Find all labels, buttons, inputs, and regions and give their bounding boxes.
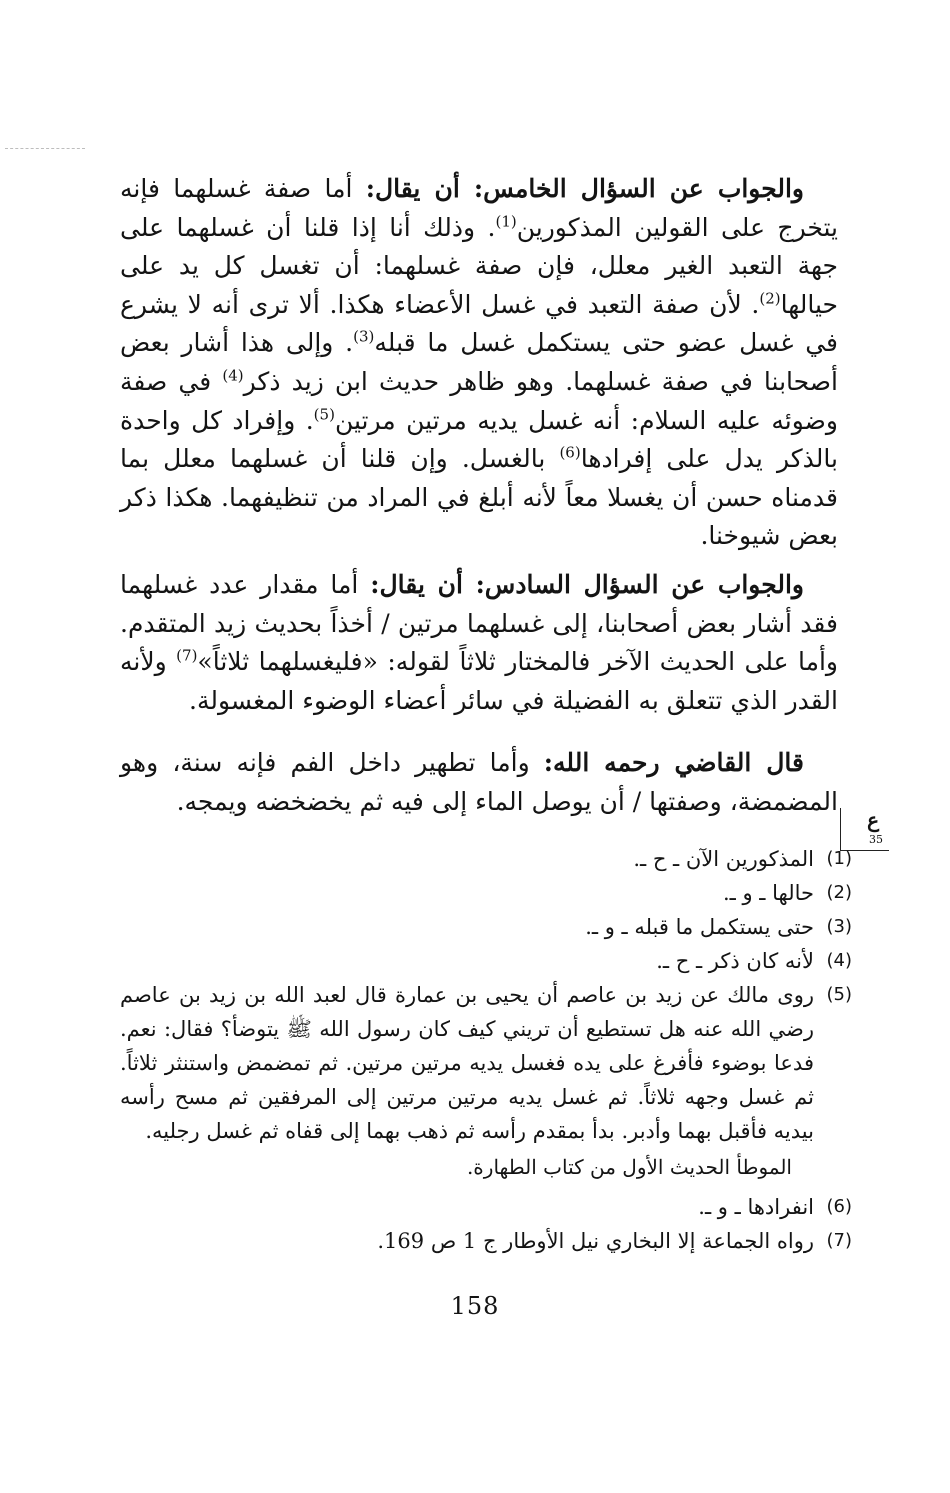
scan-artifact-dash — [5, 148, 85, 149]
paragraph-lead: والجواب عن السؤال السادس: أن يقال: — [370, 570, 805, 599]
footnote-item — [120, 1190, 852, 1224]
footnote-text: انفرادها ـ و ـ. — [698, 1195, 814, 1219]
text-run: في صفة وضوئه عليه السلام: أنه غسل يديه مرتين مرتين — [120, 366, 838, 435]
footnote-item — [120, 978, 852, 1148]
footnote-number: (3) — [826, 916, 852, 937]
footnote-number: (6) — [826, 1196, 852, 1217]
paragraph-text — [120, 170, 838, 556]
text-run: . لأن صفة التعبد في غسل الأعضاء هكذا. ألا ترى أنه لا يشرع في غسل عضو حتى يستكمل غسل ما قبله — [120, 289, 838, 358]
footnote-text: لأنه كان ذكر ـ ح ـ. — [656, 949, 814, 973]
paragraph-lead: والجواب عن السؤال الخامس: أن يقال: — [365, 174, 804, 203]
footnote-source: الموطأ الحديث الأول من كتاب الطهارة. — [466, 1155, 792, 1179]
text-run: . وإفراد كل واحدة بالذكر يدل على إفرادها — [120, 405, 838, 474]
paragraph-text — [120, 744, 838, 821]
text-run: ولأنه القدر الذي تتعلق به الفضيلة في سائر أعضاء الوضوء المغسولة. — [120, 647, 838, 715]
paragraph-answer-sixth-question — [120, 566, 838, 720]
footnote-item — [120, 910, 852, 944]
footnote-text: حتى يستكمل ما قبله ـ و ـ. — [585, 915, 814, 939]
footnote-text: روى مالك عن زيد بن عاصم أن يحيى بن عمارة قال لعبد الله بن زيد بن عاصم رضي الله عنه هل تستطيع أن تريني كيف كان رسول الله ﷺ يتوضأ؟ فقال: نعم. فدعا بوضوء فأفرغ على يده فغسل يديه مرتين مرتين. ثم تمضمض واستنثر ثلاثاً. ثم غسل وجهه ثلاثاً. ثم غسل يديه مرتين مرتين إلى المرفقين ثم مسح رأسه بيديه فأقبل بهما وأدبر. بدأ بمقدم رأسه ثم ذهب بهما إلى قفاه ثم غسل رجليه. — [120, 983, 814, 1143]
text-run: أما مقدار عدد غسلهما فقد أشار بعض أصحابنا، إلى غسلهما مرتين / أخذاً بحديث زيد المتقدم. وأما على الحديث الآخر فالمختار ثلاثاً لقوله: «فليغسلهما ثلاثاً» — [120, 570, 839, 677]
paragraph-lead: قال القاضي رحمه الله: — [543, 748, 805, 777]
footnote-number: (4) — [826, 950, 852, 971]
footnote-number: (5) — [826, 984, 852, 1005]
footnotes-section — [120, 842, 852, 1258]
footnote-item — [120, 1224, 852, 1258]
footnote-item — [120, 944, 852, 978]
text-run: أما صفة غسلهما فإنه يتخرج على القولين المذكورين — [120, 174, 839, 242]
footnote-number: (7) — [826, 1230, 852, 1251]
footnote-number: (2) — [826, 882, 852, 903]
footnote-ref-1[interactable]: (1) — [495, 212, 517, 231]
footnote-ref-7[interactable]: (7) — [176, 646, 198, 665]
folio-letter: ع — [867, 808, 879, 832]
footnote-item — [120, 876, 852, 910]
text-run: وأما تطهير داخل الفم فإنه سنة، وهو المضمضة، وصفتها / أن يوصل الماء إلى فيه ثم يخضخضه ويمجه. — [120, 748, 838, 816]
paragraph-answer-fifth-question — [120, 170, 838, 556]
text-run: . وذلك أنا إذا قلنا أن غسلهما على جهة التعبد الغير معلل، فإن صفة غسلهما: أن تغسل كل يد على حيالها — [120, 212, 838, 319]
footnote-ref-3[interactable]: (3) — [353, 328, 375, 347]
paragraph-text — [120, 566, 838, 720]
text-run: . وإلى هذا أشار بعض أصحابنا في صفة غسلهما. وهو ظاهر حديث ابن زيد ذكر — [120, 328, 838, 396]
footnote-ref-4[interactable]: (4) — [222, 366, 244, 385]
footnote-number: (1) — [826, 848, 852, 869]
text-run: بالغسل. وإن قلنا أن غسلهما معلل بما قدمناه حسن أن يغسلا معاً لأنه أبلغ في المراد من تنظيفهما. هكذا ذكر بعض شيوخنا. — [120, 444, 838, 551]
paragraph-judge-statement — [120, 744, 838, 821]
footnote-text: رواه الجماعة إلا البخاري نيل الأوطار ج 1 ص 169. — [377, 1229, 814, 1253]
page-number: 158 — [450, 1292, 500, 1320]
footnote-text: حالها ـ و ـ. — [722, 881, 814, 905]
footnote-ref-5[interactable]: (5) — [313, 405, 335, 424]
footnote-item — [120, 842, 852, 876]
footnote-ref-2[interactable]: (2) — [759, 289, 781, 308]
folio-number: 35 — [869, 833, 883, 846]
footnote-text: المذكورين الآن ـ ح ـ. — [633, 847, 814, 871]
footnote-ref-6[interactable]: (6) — [559, 443, 581, 462]
